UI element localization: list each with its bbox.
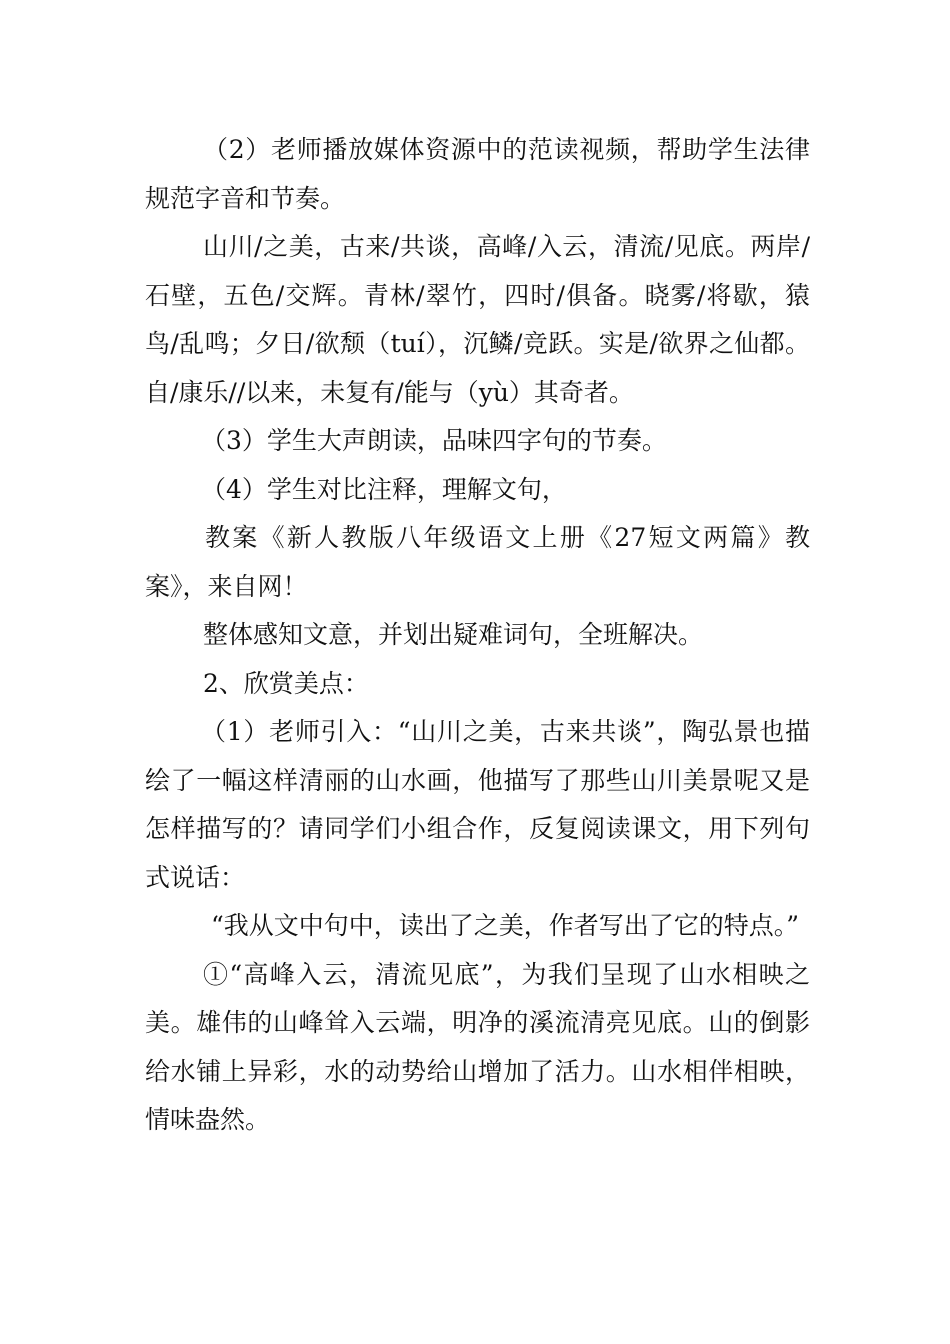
paragraph-overview: 整体感知文意，并划出疑难词句，全班解决。 (203, 620, 704, 649)
document-body (145, 126, 810, 1145)
paragraph-point-1: ①“高峰入云，清流见底”，为我们呈现了山水相映之美。雄伟的山峰耸入云端，明净的溪流清亮见底。山的倒影给水铺上异彩，水的动势给山增加了活力。山水相伴相映，情味盎然。 (145, 959, 810, 1134)
paragraph-step-4: （4）学生对比注释，理解文句， (201, 474, 567, 504)
paragraph-sentence-pattern: “我从文中句中，读出了之美，作者写出了它的特点。” (211, 911, 800, 940)
paragraph-reading-text: 山川/之美，古来/共谈，高峰/入云，清流/见底。两岸/石壁，五色/交辉。青林/翠竹，四时/俱备。晓雾/将歇，猿鸟/乱鸣；夕日/欲颓（tuí），沉鳞/竞跃。实是/欲界之仙都。自/康乐//以来，未复有/能与（yù）其奇者。 (145, 232, 810, 407)
paragraph-teacher-intro: （1）老师引入：“山川之美，古来共谈”，陶弘景也描绘了一幅这样清丽的山水画，他描写了那些山川美景呢又是怎样描写的？请同学们小组合作，反复阅读课文，用下列句式说话： (145, 717, 810, 892)
paragraph-section-2: 2、欣赏美点： (203, 668, 369, 698)
paragraph-source-note: 教案《新人教版八年级语文上册《27短文两篇》教案》，来自网！ (145, 523, 810, 601)
paragraph-step-3: （3）学生大声朗读，品味四字句的节奏。 (201, 426, 667, 455)
paragraph-step-2: （2）老师播放媒体资源中的范读视频，帮助学生法律规范字音和节奏。 (145, 135, 810, 213)
